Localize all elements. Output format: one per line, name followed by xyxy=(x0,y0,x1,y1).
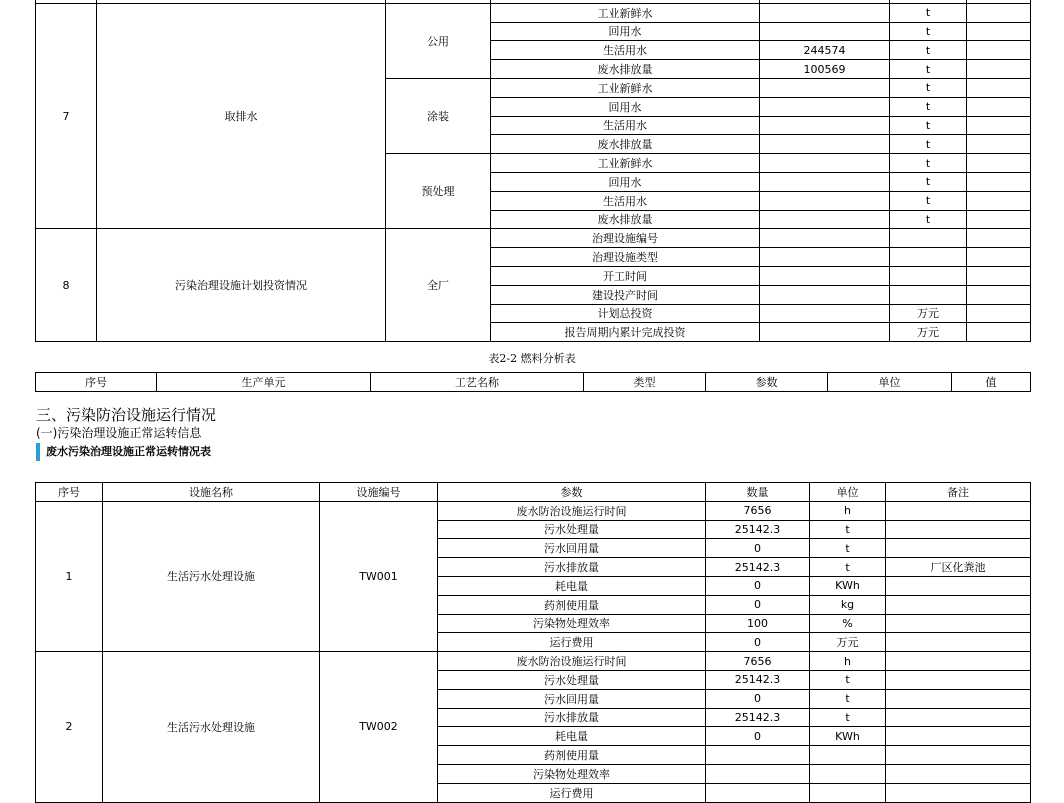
unit-cell: t xyxy=(810,520,886,539)
param-cell: 污染物处理效率 xyxy=(438,764,706,783)
qty-cell xyxy=(706,746,810,765)
note-cell xyxy=(886,539,1031,558)
value-cell xyxy=(760,135,890,154)
param-cell: 污水排放量 xyxy=(438,708,706,727)
note-cell xyxy=(886,652,1031,671)
qty-cell: 7656 xyxy=(706,652,810,671)
value-cell xyxy=(760,22,890,41)
section-title: 三、污染防治设施运行情况 xyxy=(36,406,217,424)
fuel-header-cell: 类型 xyxy=(584,373,706,392)
note-cell xyxy=(886,746,1031,765)
ww-header-cell: 参数 xyxy=(438,483,706,502)
qty-cell: 25142.3 xyxy=(706,520,810,539)
value-cell xyxy=(967,266,1031,285)
unit-cell: t xyxy=(810,689,886,708)
note-cell xyxy=(886,670,1031,689)
unit-cell: t xyxy=(890,41,967,60)
param-cell: 废水排放量 xyxy=(491,135,760,154)
value-cell xyxy=(967,210,1031,229)
facility-code: TW002 xyxy=(320,652,438,802)
unit-cell: 万元 xyxy=(810,633,886,652)
unit-cell: kg xyxy=(810,595,886,614)
param-cell: 药剂使用量 xyxy=(438,746,706,765)
facility-code: TW001 xyxy=(320,501,438,651)
qty-cell: 100 xyxy=(706,614,810,633)
qty-cell: 25142.3 xyxy=(706,708,810,727)
value-cell xyxy=(760,266,890,285)
section-subtitle: (一)污染治理设施正常运转信息 xyxy=(36,426,202,440)
ww-header-cell: 设施名称 xyxy=(103,483,320,502)
value-cell: 100569 xyxy=(760,60,890,79)
param-cell: 工业新鲜水 xyxy=(491,154,760,173)
param-cell: 污水处理量 xyxy=(438,520,706,539)
qty-cell: 0 xyxy=(706,633,810,652)
value-cell: 244574 xyxy=(760,41,890,60)
param-cell: 耗电量 xyxy=(438,576,706,595)
note-cell xyxy=(886,520,1031,539)
fuel-header-cell: 工艺名称 xyxy=(371,373,584,392)
row-unit: 涂装 xyxy=(386,78,491,153)
ww-header-cell: 序号 xyxy=(36,483,103,502)
unit-cell: t xyxy=(890,22,967,41)
facility-name: 生活污水处理设施 xyxy=(103,501,320,651)
param-cell: 建设投产时间 xyxy=(491,285,760,304)
qty-cell: 7656 xyxy=(706,501,810,520)
unit-cell: t xyxy=(890,135,967,154)
note-cell xyxy=(886,689,1031,708)
note-cell xyxy=(886,614,1031,633)
row-item: 取排水 xyxy=(97,3,386,229)
qty-cell: 0 xyxy=(706,539,810,558)
value-cell xyxy=(760,172,890,191)
ww-header-cell: 数量 xyxy=(706,483,810,502)
param-cell: 工业新鲜水 xyxy=(491,3,760,22)
row-unit: 预处理 xyxy=(386,154,491,229)
value-cell xyxy=(967,60,1031,79)
unit-cell: t xyxy=(810,670,886,689)
value-cell xyxy=(760,78,890,97)
param-cell: 药剂使用量 xyxy=(438,595,706,614)
param-cell: 废水排放量 xyxy=(491,210,760,229)
value-cell xyxy=(967,191,1031,210)
unit-cell: t xyxy=(890,78,967,97)
value-cell xyxy=(760,304,890,323)
unit-cell: KWh xyxy=(810,576,886,595)
param-cell: 回用水 xyxy=(491,172,760,191)
value-cell xyxy=(967,285,1031,304)
value-cell xyxy=(967,172,1031,191)
value-cell xyxy=(967,135,1031,154)
unit-cell: t xyxy=(810,708,886,727)
note-cell xyxy=(886,764,1031,783)
note-cell xyxy=(886,501,1031,520)
unit-cell: h xyxy=(810,652,886,671)
param-cell: 废水排放量 xyxy=(491,60,760,79)
param-cell: 回用水 xyxy=(491,22,760,41)
param-cell: 污染物处理效率 xyxy=(438,614,706,633)
param-cell: 运行费用 xyxy=(438,633,706,652)
note-cell xyxy=(886,727,1031,746)
value-cell xyxy=(967,97,1031,116)
ww-header-row xyxy=(36,483,1031,502)
note-cell xyxy=(886,595,1031,614)
facility-seq: 1 xyxy=(36,501,103,651)
table-row xyxy=(36,501,1031,520)
ww-header-cell: 单位 xyxy=(810,483,886,502)
unit-cell xyxy=(810,764,886,783)
table-title: 废水污染治理设施正常运转情况表 xyxy=(36,443,211,461)
note-cell: 厂区化粪池 xyxy=(886,558,1031,577)
unit-cell: t xyxy=(890,116,967,135)
value-cell xyxy=(967,78,1031,97)
value-cell xyxy=(760,323,890,342)
param-cell: 污水回用量 xyxy=(438,539,706,558)
value-cell xyxy=(760,154,890,173)
unit-cell: 万元 xyxy=(890,304,967,323)
table-row xyxy=(36,229,1031,248)
unit-cell: h xyxy=(810,501,886,520)
unit-cell: t xyxy=(890,97,967,116)
table-row xyxy=(36,652,1031,671)
qty-cell: 0 xyxy=(706,595,810,614)
param-cell: 治理设施类型 xyxy=(491,248,760,267)
note-cell xyxy=(886,783,1031,802)
fuel-header-cell: 值 xyxy=(952,373,1031,392)
param-cell: 回用水 xyxy=(491,97,760,116)
fuel-header-cell: 序号 xyxy=(36,373,157,392)
unit-cell: t xyxy=(890,172,967,191)
unit-cell: t xyxy=(890,60,967,79)
value-cell xyxy=(760,285,890,304)
fuel-analysis-table xyxy=(35,372,1031,392)
param-cell: 污水回用量 xyxy=(438,689,706,708)
value-cell xyxy=(760,3,890,22)
qty-cell xyxy=(706,783,810,802)
fuel-header-cell: 生产单元 xyxy=(157,373,371,392)
note-cell xyxy=(886,633,1031,652)
unit-cell xyxy=(890,229,967,248)
param-cell: 废水防治设施运行时间 xyxy=(438,501,706,520)
row-seq: 7 xyxy=(36,3,97,229)
param-cell: 工业新鲜水 xyxy=(491,78,760,97)
value-cell xyxy=(967,3,1031,22)
value-cell xyxy=(967,41,1031,60)
param-cell: 报告周期内累计完成投资 xyxy=(491,323,760,342)
qty-cell xyxy=(706,764,810,783)
value-cell xyxy=(760,248,890,267)
row-item: 污染治理设施计划投资情况 xyxy=(97,229,386,342)
fuel-header-cell: 参数 xyxy=(706,373,828,392)
unit-cell: t xyxy=(810,539,886,558)
value-cell xyxy=(760,210,890,229)
value-cell xyxy=(967,248,1031,267)
unit-cell: t xyxy=(890,191,967,210)
param-cell: 生活用水 xyxy=(491,116,760,135)
unit-cell: t xyxy=(810,558,886,577)
qty-cell: 25142.3 xyxy=(706,558,810,577)
unit-cell xyxy=(890,266,967,285)
param-cell: 废水防治设施运行时间 xyxy=(438,652,706,671)
unit-cell xyxy=(810,783,886,802)
value-cell xyxy=(967,116,1031,135)
unit-cell xyxy=(890,285,967,304)
fuel-table-caption: 表2-2 燃料分析表 xyxy=(488,352,576,365)
unit-cell: t xyxy=(890,154,967,173)
param-cell: 计划总投资 xyxy=(491,304,760,323)
qty-cell: 0 xyxy=(706,576,810,595)
param-cell: 耗电量 xyxy=(438,727,706,746)
value-cell xyxy=(760,191,890,210)
facility-name: 生活污水处理设施 xyxy=(103,652,320,802)
value-cell xyxy=(967,323,1031,342)
unit-cell: KWh xyxy=(810,727,886,746)
unit-cell: % xyxy=(810,614,886,633)
pollution-data-table xyxy=(35,0,1031,342)
qty-cell: 0 xyxy=(706,727,810,746)
value-cell xyxy=(760,116,890,135)
table-row xyxy=(36,3,1031,22)
param-cell: 生活用水 xyxy=(491,41,760,60)
ww-header-cell: 设施编号 xyxy=(320,483,438,502)
value-cell xyxy=(967,22,1031,41)
value-cell xyxy=(760,229,890,248)
value-cell xyxy=(967,154,1031,173)
fuel-header-cell: 单位 xyxy=(828,373,952,392)
param-cell: 生活用水 xyxy=(491,191,760,210)
fuel-header-row xyxy=(36,373,1031,392)
unit-cell: 万元 xyxy=(890,323,967,342)
note-cell xyxy=(886,708,1031,727)
param-cell: 污水排放量 xyxy=(438,558,706,577)
row-unit: 全厂 xyxy=(386,229,491,342)
value-cell xyxy=(760,97,890,116)
qty-cell: 25142.3 xyxy=(706,670,810,689)
qty-cell: 0 xyxy=(706,689,810,708)
row-unit: 公用 xyxy=(386,3,491,78)
unit-cell: t xyxy=(890,210,967,229)
wastewater-facility-table xyxy=(35,482,1031,803)
unit-cell xyxy=(810,746,886,765)
unit-cell xyxy=(890,248,967,267)
param-cell: 治理设施编号 xyxy=(491,229,760,248)
param-cell: 污水处理量 xyxy=(438,670,706,689)
row-seq: 8 xyxy=(36,229,97,342)
ww-header-cell: 备注 xyxy=(886,483,1031,502)
value-cell xyxy=(967,304,1031,323)
param-cell: 开工时间 xyxy=(491,266,760,285)
param-cell: 运行费用 xyxy=(438,783,706,802)
facility-seq: 2 xyxy=(36,652,103,802)
unit-cell: t xyxy=(890,3,967,22)
value-cell xyxy=(967,229,1031,248)
note-cell xyxy=(886,576,1031,595)
